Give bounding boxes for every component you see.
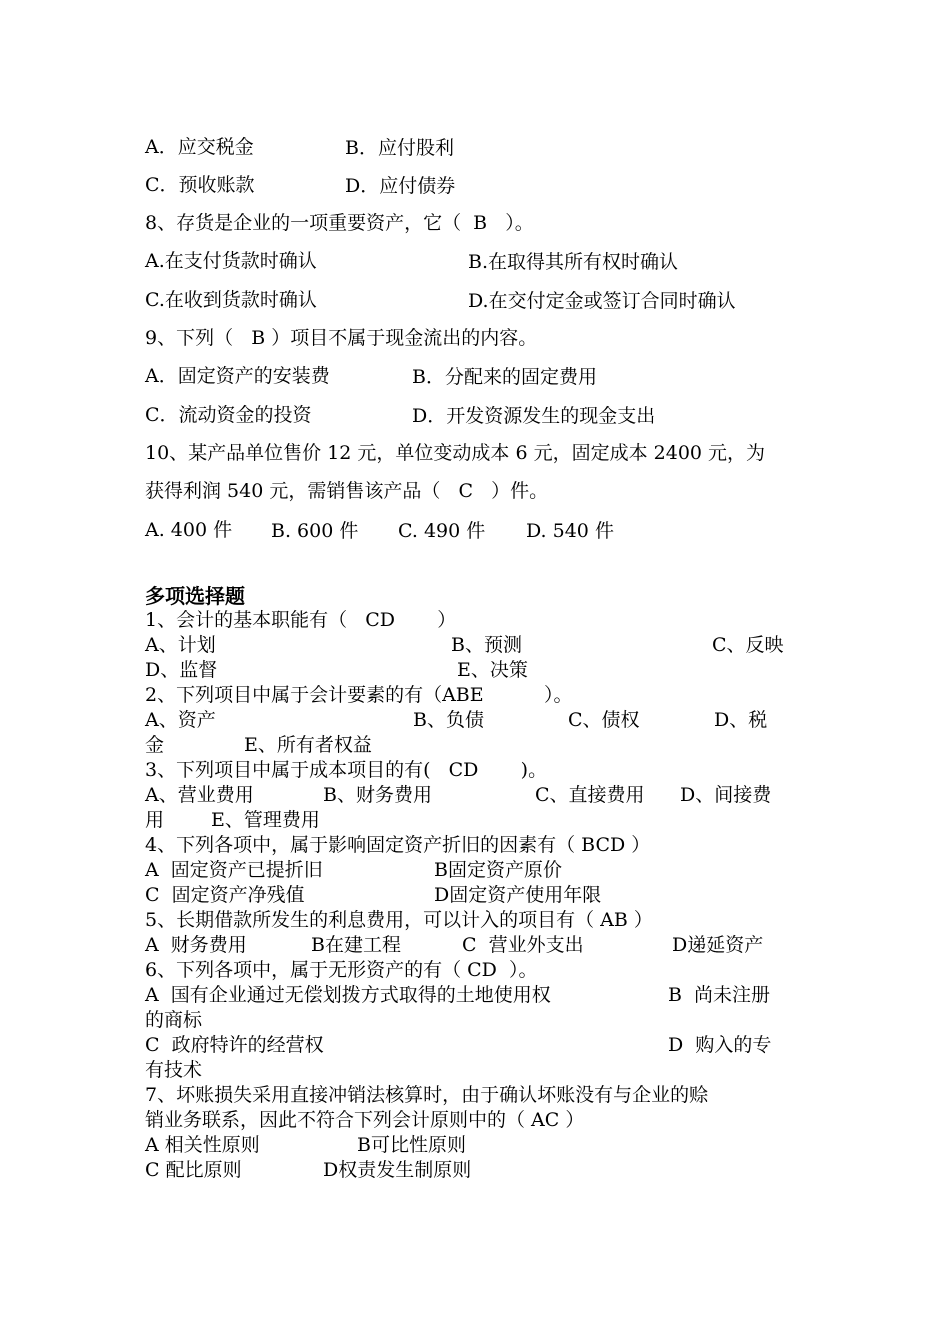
- q7-option-a: A．应交税金: [145, 136, 254, 158]
- q10-stem-line2: 获得利润 540 元，需销售该产品（ C ）件。: [145, 480, 549, 502]
- q7-option-d: D．应付债券: [345, 175, 456, 197]
- mq4-option-a: A 固定资产已提折旧: [145, 859, 323, 881]
- mq3-option-d-part2: 用: [145, 809, 165, 831]
- q7-option-b: B．应付股利: [345, 137, 454, 159]
- mq4-stem: 4、下列各项中，属于影响固定资产折旧的因素有（ BCD ）: [145, 834, 651, 856]
- mq7-option-c: C 配比原则: [145, 1159, 242, 1181]
- mq1-option-d: D、监督: [145, 659, 218, 681]
- mq1-option-e: E、决策: [457, 659, 528, 681]
- q9-stem: 9、下列（ B ）项目不属于现金流出的内容。: [145, 327, 538, 349]
- q9-option-a: A．固定资产的安装费: [145, 365, 330, 387]
- mq3-option-e: E、管理费用: [211, 809, 320, 831]
- q10-option-a: A. 400 件: [145, 519, 233, 541]
- mq5-stem: 5、长期借款所发生的利息费用，可以计入的项目有（ AB ）: [145, 909, 653, 931]
- mq3-option-b: B、财务费用: [323, 784, 432, 806]
- q8-stem: 8、存货是企业的一项重要资产，它（ B ）。: [145, 212, 534, 234]
- q8-option-d: D.在交付定金或签订合同时确认: [468, 290, 736, 312]
- mq2-option-e: E、所有者权益: [244, 734, 372, 756]
- q10-option-d: D. 540 件: [526, 520, 614, 542]
- mq7-option-b: B可比性原则: [357, 1134, 466, 1156]
- mq3-stem: 3、下列项目中属于成本项目的有( CD )。: [145, 759, 548, 781]
- mq5-option-a: A 财务费用: [145, 934, 247, 956]
- mq5-option-b: B在建工程: [311, 934, 401, 956]
- mq4-option-d: D固定资产使用年限: [434, 884, 602, 906]
- mq6-option-c: C 政府特许的经营权: [145, 1034, 324, 1056]
- mq6-option-b-part1: B 尚未注册: [668, 984, 771, 1006]
- mq4-option-c: C 固定资产净残值: [145, 884, 305, 906]
- mq3-option-c: C、直接费用: [535, 784, 645, 806]
- mq1-stem: 1、会计的基本职能有（ CD ）: [145, 609, 457, 631]
- q8-option-b: B.在取得其所有权时确认: [468, 251, 679, 273]
- mq1-option-a: A、计划: [145, 634, 216, 656]
- mq7-stem-line2: 销业务联系，因此不符合下列会计原则中的（ AC ）: [145, 1109, 585, 1131]
- q8-option-c: C.在收到货款时确认: [145, 289, 317, 311]
- mq6-option-d-part2: 有技术: [145, 1059, 203, 1081]
- q10-option-b: B. 600 件: [271, 520, 359, 542]
- q10-stem-line1: 10、某产品单位售价 12 元，单位变动成本 6 元，固定成本 2400 元，为: [145, 442, 766, 464]
- mq1-option-b: B、预测: [451, 634, 522, 656]
- mq3-option-a: A、营业费用: [145, 784, 254, 806]
- mq4-option-b: B固定资产原价: [434, 859, 562, 881]
- q9-option-c: C．流动资金的投资: [145, 404, 312, 426]
- q9-option-b: B．分配来的固定费用: [412, 366, 597, 388]
- mq6-option-d-part1: D 购入的专: [668, 1034, 772, 1056]
- section-heading: 多项选择题: [145, 584, 245, 608]
- mq7-option-a: A 相关性原则: [145, 1134, 260, 1156]
- mq2-option-d-part1: D、税: [714, 709, 768, 731]
- mq3-option-d-part1: D、间接费: [680, 784, 772, 806]
- mq5-option-d: D递延资产: [672, 934, 764, 956]
- q10-option-c: C. 490 件: [398, 520, 486, 542]
- mq7-stem-line1: 7、坏账损失采用直接冲销法核算时，由于确认坏账没有与企业的赊: [145, 1084, 709, 1106]
- mq2-stem: 2、下列项目中属于会计要素的有（ABE ）。: [145, 684, 573, 706]
- mq6-option-a: A 国有企业通过无偿划拨方式取得的土地使用权: [145, 984, 551, 1006]
- mq7-option-d: D权责发生制原则: [323, 1159, 472, 1181]
- mq2-option-c: C、债权: [568, 709, 640, 731]
- q8-option-a: A.在支付货款时确认: [145, 250, 317, 272]
- mq6-stem: 6、下列各项中，属于无形资产的有（ CD ）。: [145, 959, 538, 981]
- mq1-option-c: C、反映: [712, 634, 784, 656]
- mq2-option-a: A、资产: [145, 709, 216, 731]
- mq6-option-b-part2: 的商标: [145, 1009, 203, 1031]
- mq2-option-d-part2: 金: [145, 734, 165, 756]
- mq5-option-c: C 营业外支出: [462, 934, 584, 956]
- q9-option-d: D．开发资源发生的现金支出: [412, 405, 656, 427]
- q7-option-c: C．预收账款: [145, 174, 255, 196]
- mq2-option-b: B、负债: [413, 709, 484, 731]
